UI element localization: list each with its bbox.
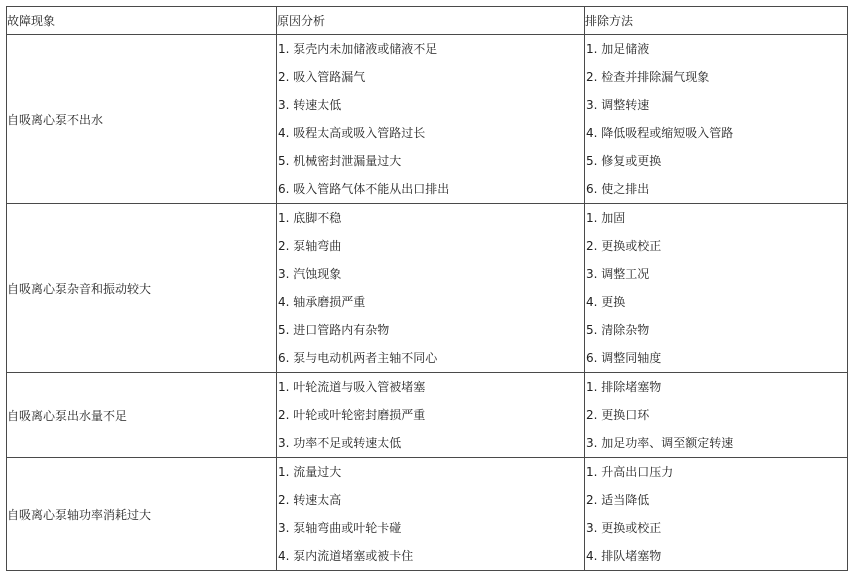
remedy-item: 6. 调整同轴度 bbox=[586, 351, 662, 365]
symptom-cell: 自吸离心泵不出水 bbox=[7, 35, 277, 204]
table-row bbox=[7, 373, 848, 458]
table-row bbox=[7, 458, 848, 571]
remedy-item: 4. 降低吸程或缩短吸入管路 bbox=[586, 126, 734, 140]
cause-cell bbox=[277, 35, 585, 204]
remedy-item: 3. 加足功率、调至额定转速 bbox=[586, 436, 734, 450]
remedy-item: 1. 排除堵塞物 bbox=[586, 380, 662, 394]
cause-item: 2. 转速太高 bbox=[278, 493, 342, 507]
cause-item: 1. 底脚不稳 bbox=[278, 211, 342, 225]
remedy-item: 1. 加固 bbox=[586, 211, 626, 225]
cause-item: 6. 吸入管路气体不能从出口排出 bbox=[278, 182, 450, 196]
header-cause: 原因分析 bbox=[277, 7, 585, 35]
remedy-item: 2. 更换或校正 bbox=[586, 239, 662, 253]
cause-item: 2. 吸入管路漏气 bbox=[278, 70, 366, 84]
remedy-item: 1. 升高出口压力 bbox=[586, 465, 674, 479]
remedy-item: 4. 排队堵塞物 bbox=[586, 549, 662, 563]
remedy-cell bbox=[585, 373, 848, 458]
remedy-item: 5. 清除杂物 bbox=[586, 323, 650, 337]
cause-item: 1. 泵壳内未加储液或储液不足 bbox=[278, 42, 438, 56]
cause-item: 3. 泵轴弯曲或叶轮卡碰 bbox=[278, 521, 402, 535]
fault-table bbox=[6, 6, 848, 571]
remedy-item: 3. 调整转速 bbox=[586, 98, 650, 112]
cause-cell bbox=[277, 458, 585, 571]
header-symptom: 故障现象 bbox=[7, 7, 277, 35]
remedy-item: 2. 检查并排除漏气现象 bbox=[586, 70, 710, 84]
cause-item: 2. 叶轮或叶轮密封磨损严重 bbox=[278, 408, 426, 422]
cause-item: 1. 叶轮流道与吸入管被堵塞 bbox=[278, 380, 426, 394]
cause-cell bbox=[277, 373, 585, 458]
cause-item: 3. 转速太低 bbox=[278, 98, 342, 112]
cause-item: 4. 吸程太高或吸入管路过长 bbox=[278, 126, 426, 140]
table-row bbox=[7, 204, 848, 373]
symptom-cell: 自吸离心泵轴功率消耗过大 bbox=[7, 458, 277, 571]
table-row bbox=[7, 35, 848, 204]
cause-item: 3. 汽蚀现象 bbox=[278, 267, 342, 281]
header-remedy: 排除方法 bbox=[585, 7, 848, 35]
cause-item: 5. 进口管路内有杂物 bbox=[278, 323, 390, 337]
cause-item: 2. 泵轴弯曲 bbox=[278, 239, 342, 253]
remedy-item: 3. 调整工况 bbox=[586, 267, 650, 281]
cause-item: 6. 泵与电动机两者主轴不同心 bbox=[278, 351, 438, 365]
cause-item: 3. 功率不足或转速太低 bbox=[278, 436, 402, 450]
header-row bbox=[7, 7, 848, 35]
cause-item: 4. 轴承磨损严重 bbox=[278, 295, 366, 309]
cause-item: 1. 流量过大 bbox=[278, 465, 342, 479]
symptom-cell: 自吸离心泵杂音和振动较大 bbox=[7, 204, 277, 373]
remedy-item: 6. 使之排出 bbox=[586, 182, 650, 196]
remedy-cell bbox=[585, 204, 848, 373]
remedy-cell bbox=[585, 458, 848, 571]
remedy-item: 1. 加足储液 bbox=[586, 42, 650, 56]
symptom-cell: 自吸离心泵出水量不足 bbox=[7, 373, 277, 458]
remedy-item: 2. 适当降低 bbox=[586, 493, 650, 507]
remedy-item: 5. 修复或更换 bbox=[586, 154, 662, 168]
cause-cell bbox=[277, 204, 585, 373]
remedy-item: 2. 更换口环 bbox=[586, 408, 650, 422]
remedy-cell bbox=[585, 35, 848, 204]
cause-item: 4. 泵内流道堵塞或被卡住 bbox=[278, 549, 414, 563]
cause-item: 5. 机械密封泄漏量过大 bbox=[278, 154, 402, 168]
remedy-item: 3. 更换或校正 bbox=[586, 521, 662, 535]
remedy-item: 4. 更换 bbox=[586, 295, 626, 309]
